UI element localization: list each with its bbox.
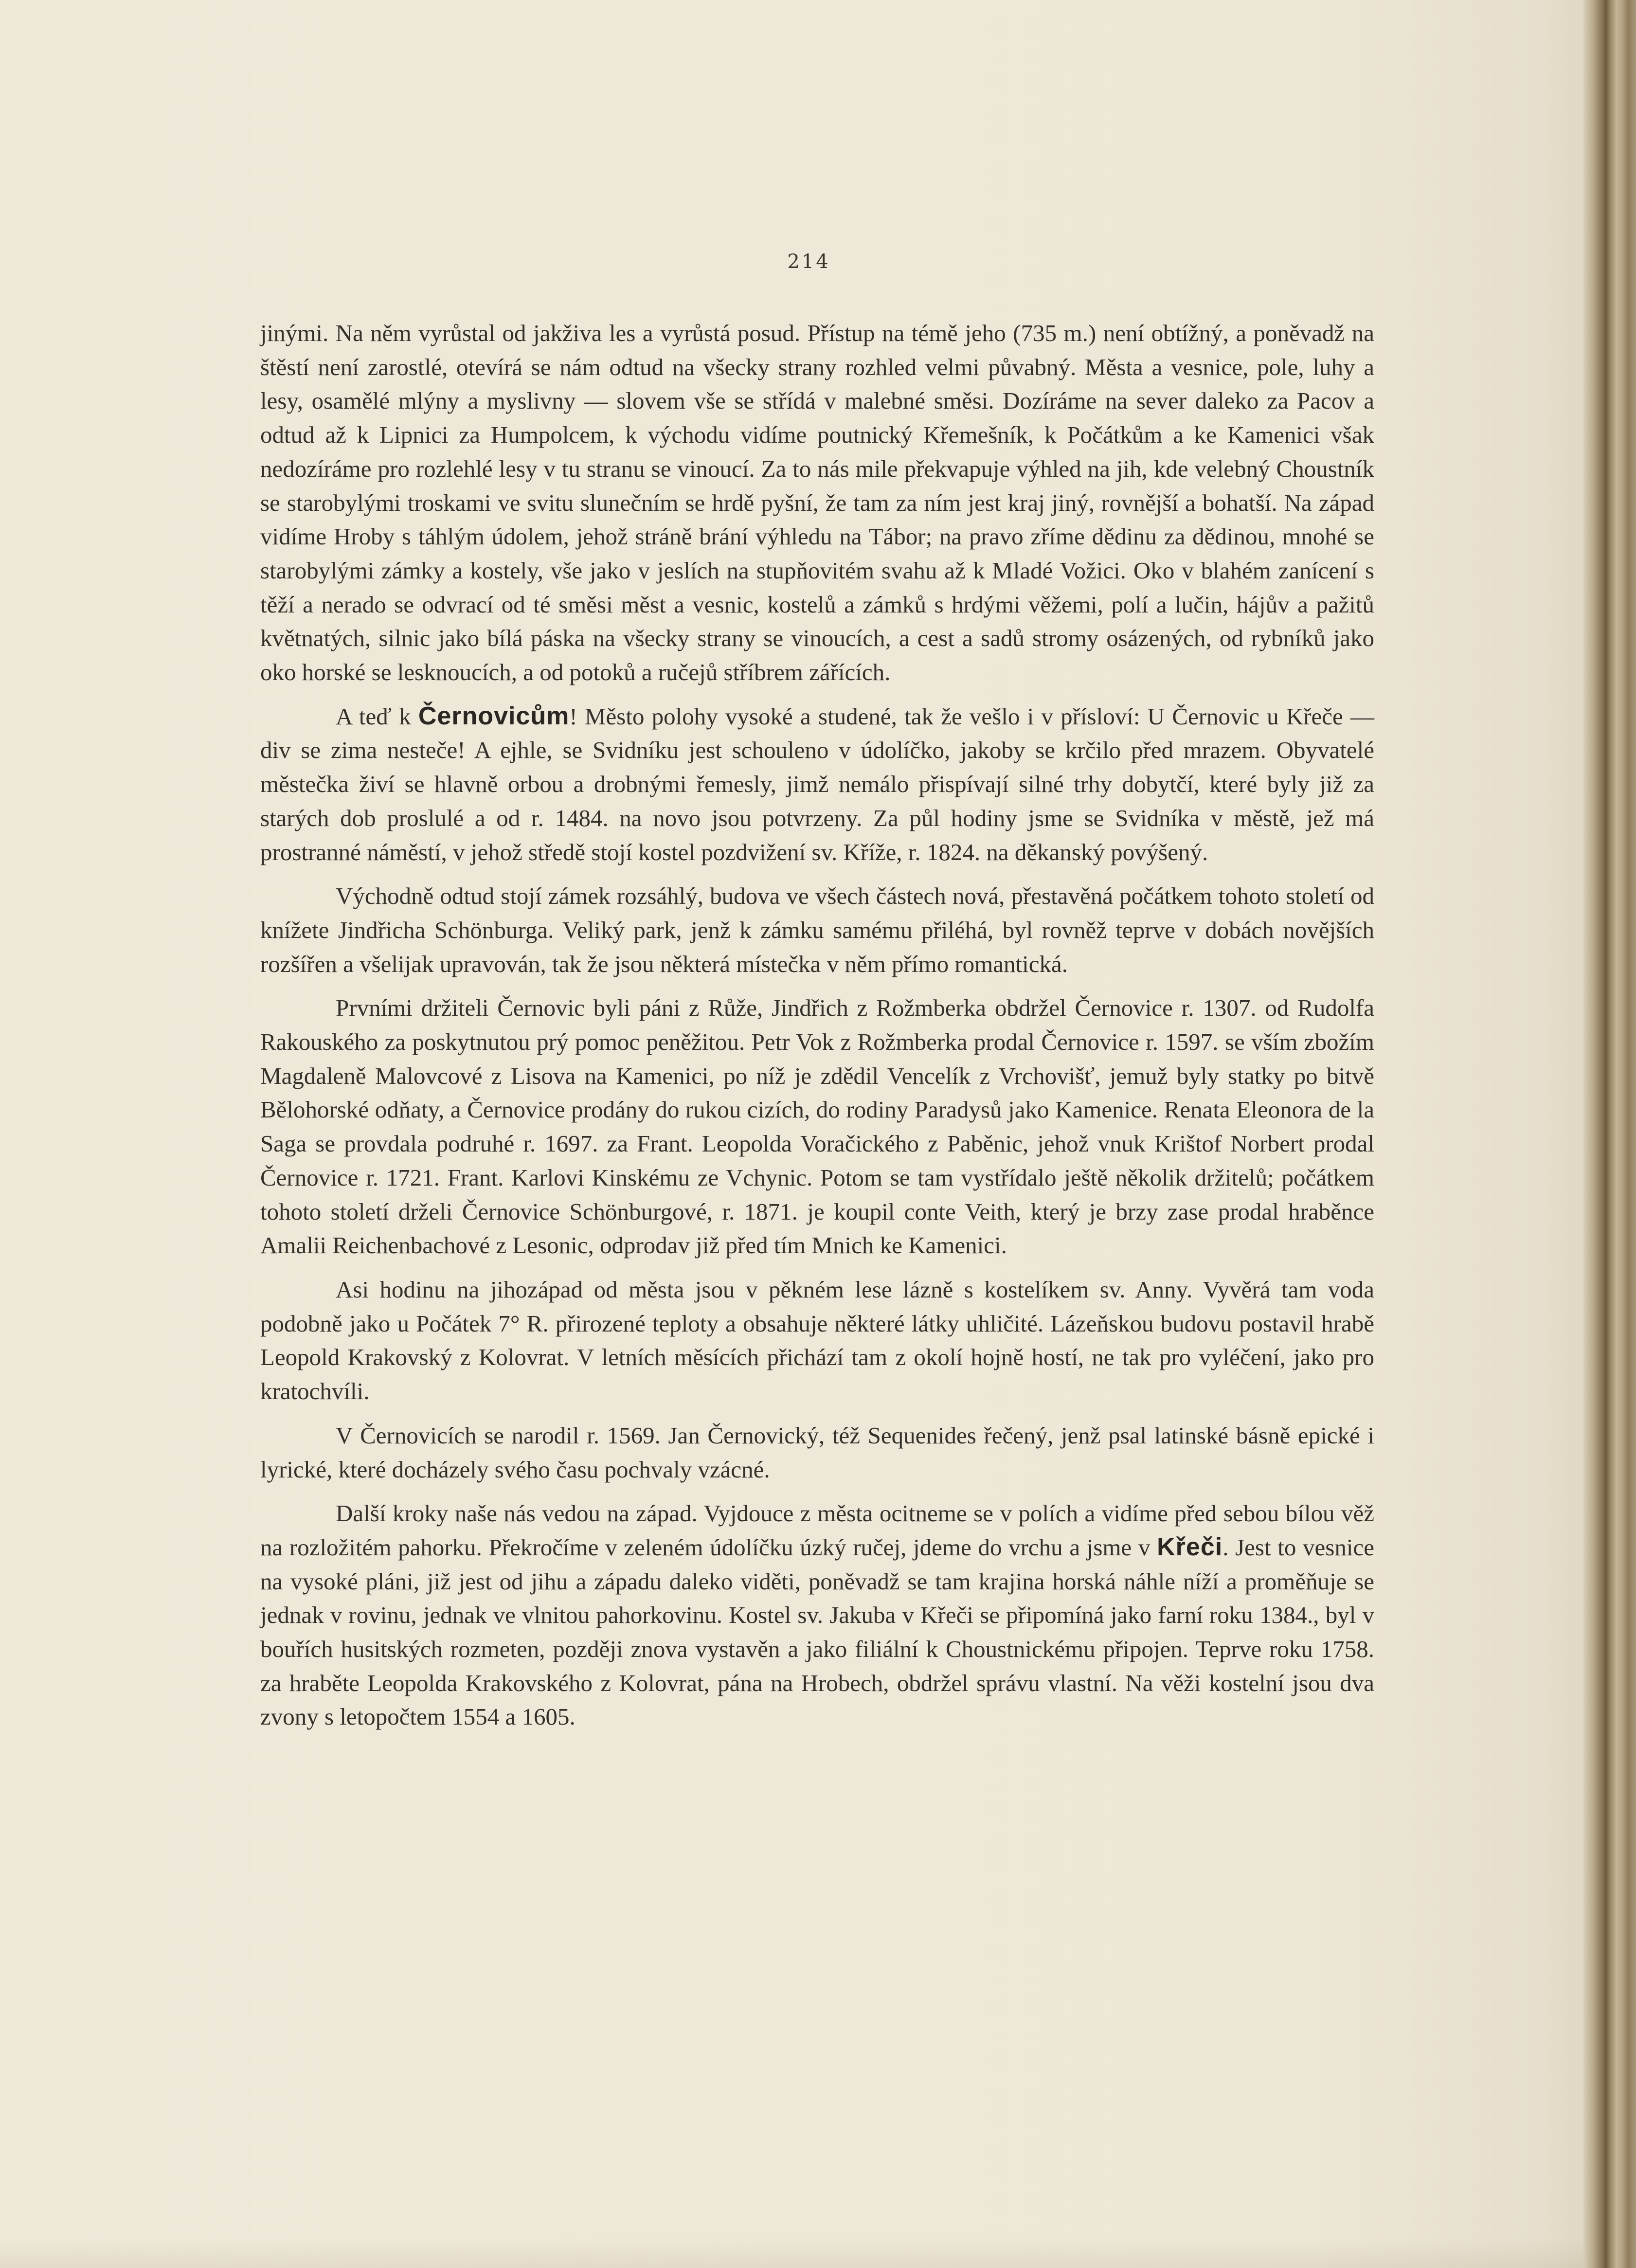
paragraph-3-text: Východně odtud stojí zámek rozsáhlý, budova ve všech částech nová, přestavěná počátkem tohoto století od knížete Jindřicha Schönburga. Veliký park, jenž k zámku samému přiléhá, byl rovněž teprve v dobách novějších rozšířen a všelijak upravován, tak že jsou některá místečka v něm přímo romantická. bbox=[260, 882, 1374, 977]
paragraph-1 bbox=[260, 316, 1374, 689]
place-name-krec: Křeči bbox=[1157, 1532, 1223, 1561]
paragraph-2-text-b: ! Město polohy vysoké a studené, tak že vešlo i v přísloví: U Černovic u Křeče — div se zima nesteče! A ejhle, se Svidníku jest schouleno v údolíčko, jakoby se krčilo před mrazem. Obyvatelé městečka živí se hlavně orbou a drobnými řemesly, jimž nemálo přispívají silné trhy dobytčí, které byly již za starých dob proslulé a od r. 1484. na novo jsou potvrzeny. Za půl hodiny jsme se Svidníka v městě, jež má prostranné náměstí, v jehož středě stojí kostel pozdvižení sv. Kříže, r. 1824. na děkanský povýšený. bbox=[260, 702, 1374, 865]
page-number: 214 bbox=[787, 251, 830, 273]
paragraph-1-text: jinými. Na něm vyrůstal od jakživa les a vyrůstá posud. Přístup na témě jeho (735 m.) není obtížný, a poněvadž na štěstí není zarostlé, otevírá se nám odtud na všecky strany rozhled velmi půvabný. Města a vesnice, pole, luhy a lesy, osamělé mlýny a myslivny — slovem vše se střídá v malebné směsi. Dozíráme na sever daleko za Pacov a odtud až k Lipnici za Humpolcem, k východu vidíme poutnický Křemešník, k Počátkům a ke Kamenici však nedozíráme pro rozlehlé lesy v tu stranu se vinoucí. Za to nás mile překvapuje výhled na jih, kde velebný Choustník se starobylými troskami ve svitu slunečním se hrdě pyšní, že tam za ním jest kraj jiný, rovnější a bohatší. Na západ vidíme Hroby s táhlým údolem, jehož stráně brání výhledu na Tábor; na pravo zříme dědinu za dědinou, mnohé se starobylými zámky a kostely, vše jako v jeslích na stupňovitém svahu až k Mladé Vožici. Oko v blahém zanícení s těží a nerado se odvrací od té směsi měst a vesnic, kostelů a zámků s hrdými věžemi, polí a lučin, hájův a pažitů květnatých, silnic jako bílá páska na všecky strany se vinoucích, a cest a sadů stromy osázených, od rybníků jako oko horské se lesknoucích, a od potoků a ručejů stříbrem zářících. bbox=[260, 320, 1374, 686]
paragraph-6-text: V Černovicích se narodil r. 1569. Jan Černovický, též Sequenides řečený, jenž psal latinské básně epické i lyrické, které docházely svého času pochvaly vzácné. bbox=[260, 1422, 1374, 1483]
paragraph-5-text: Asi hodinu na jihozápad od města jsou v pěkném lese lázně s kostelíkem sv. Anny. Vyvěrá tam voda podobně jako u Počátek 7° R. přirozené teploty a obsahuje některé látky uhličité. Lázeňskou budovu postavil hrabě Leopold Krakovský z Kolovrat. V letních měsících přichází tam z okolí hojně hostí, ne tak pro vyléčení, jako pro kratochvíli. bbox=[260, 1276, 1374, 1405]
paragraph-6 bbox=[260, 1419, 1374, 1486]
paragraph-7-text-b: . Jest to vesnice na vysoké pláni, již jest od jihu a západu daleko viděti, poněvadž se tam krajina horská náhle níží a proměňuje se jednak v rovinu, jednak ve vlnitou pahorkovinu. Kostel sv. Jakuba v Křeči se připomíná jako farní roku 1384., byl v bouřích husitských rozmeten, později znova vystavěn a jako filiální k Choustnickému připojen. Teprve roku 1758. za hraběte Leopolda Krakovského z Kolovrat, pána na Hrobech, obdržel správu vlastní. Na věži kostelní jsou dva zvony s letopočtem 1554 a 1605. bbox=[260, 1533, 1374, 1730]
paragraph-2-text-a: A teď k bbox=[336, 702, 418, 730]
page-bottom-shadow bbox=[0, 2238, 1636, 2268]
body-text bbox=[260, 316, 1374, 1734]
paragraph-3 bbox=[260, 879, 1374, 981]
paragraph-7-text-a: Další kroky naše nás vedou na západ. Vyjdouce z města ocitneme se v polích a vidíme před sebou bílou věž na rozložitém pahorku. Překročíme v zeleném údolíčku úzký ručej, jdeme do vrchu a jsme v bbox=[260, 1500, 1374, 1561]
paragraph-4 bbox=[260, 991, 1374, 1262]
paragraph-7 bbox=[260, 1496, 1374, 1734]
paragraph-4-text: Prvními držiteli Černovic byli páni z Růže, Jindřich z Rožmberka obdržel Černovice r. 1307. od Rudolfa Rakouského za poskytnutou prý pomoc peněžitou. Petr Vok z Rožmberka prodal Černovice r. 1597. se vším zbožím Magdaleně Malovcové z Lisova na Kamenici, po níž je zdědil Vencelík z Vrchovišť, jemuž byly statky po bitvě Bělohorské odňaty, a Černovice prodány do rukou cizích, do rodiny Paradysů jako Kamenice. Renata Eleonora de la Saga se provdala podruhé r. 1697. za Frant. Leopolda Voračického z Paběnic, jehož vnuk Krištof Norbert prodal Černovice r. 1721. Frant. Karlovi Kinskému ze Vchynic. Potom se tam vystřídalo ještě několik držitelů; počátkem tohoto století drželi Černovice Schönburgové, r. 1871. je koupil conte Veith, který je brzy zase prodal hraběnce Amalii Reichenbachové z Lesonic, odprodav již před tím Mnich ke Kamenici. bbox=[260, 994, 1374, 1259]
place-name-cernovice: Černovicům bbox=[418, 702, 570, 730]
paragraph-2 bbox=[260, 700, 1374, 869]
paragraph-5 bbox=[260, 1273, 1374, 1408]
page-binding-edge bbox=[1583, 0, 1636, 2268]
